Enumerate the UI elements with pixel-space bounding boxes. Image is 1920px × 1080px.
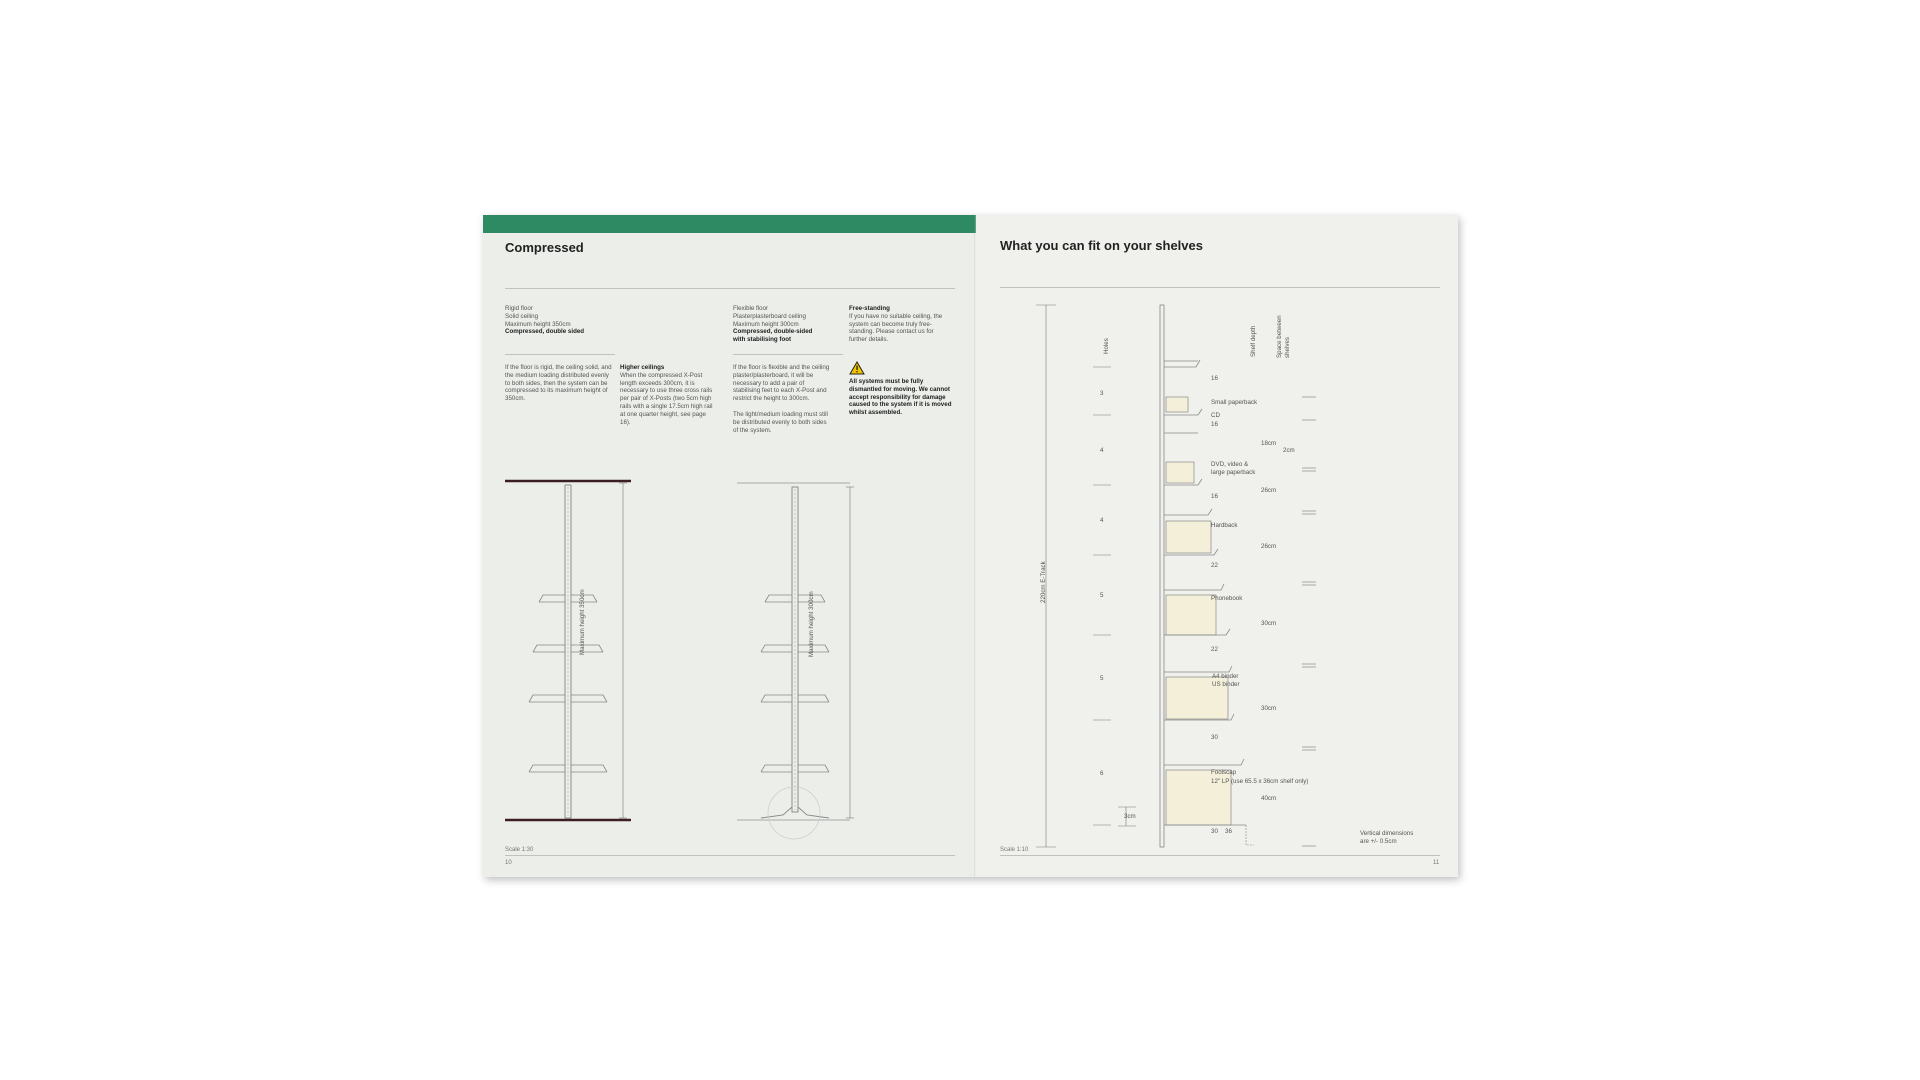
track-label: 220cm E-Track <box>1040 561 1047 603</box>
holes-value: 4 <box>1100 517 1104 524</box>
space-label: 26cm <box>1261 487 1277 494</box>
bottom-depth-label: 30 <box>1211 828 1218 835</box>
brochure-spread <box>483 215 1458 877</box>
item-label: Phonebook <box>1211 595 1243 602</box>
free-standing-body: If you have no suitable ceiling, the system can become truly free-standing. Please contact us for further details. <box>849 312 943 344</box>
bottom-gap-label: 3cm <box>1124 813 1136 820</box>
space-label: 40cm <box>1261 795 1277 802</box>
item-label: 16 <box>1211 493 1218 500</box>
space-label: 26cm <box>1261 543 1277 550</box>
free-standing-heading: Free-standing <box>849 305 890 312</box>
higher-ceilings-heading: Higher ceilings <box>620 364 665 371</box>
scale-label: Scale 1:30 <box>505 847 534 853</box>
spec-line: Flexible floor <box>733 305 769 312</box>
item-label: 16 <box>1211 375 1218 382</box>
e-track <box>1160 305 1164 847</box>
holes-value: 6 <box>1100 770 1104 777</box>
item-label: 22 <box>1211 562 1218 569</box>
item-label: DVD, video & large paperback <box>1211 461 1256 476</box>
item-label: A4 binder <box>1212 673 1239 680</box>
holes-value: 5 <box>1100 592 1104 599</box>
dimension-label-350: Maximum height 350cm <box>579 589 586 655</box>
holes-header: Holes <box>1103 338 1110 354</box>
warning-text: All systems must be fully dismantled for moving. We cannot accept responsibility for damage caused to the system if it is moved whilst assembled. <box>849 378 952 417</box>
page-number: 10 <box>505 860 512 866</box>
scale-label: Scale 1:10 <box>1000 847 1029 853</box>
space-label: 30cm <box>1261 620 1277 627</box>
left-page <box>483 215 976 877</box>
holes-value: 4 <box>1100 447 1104 454</box>
item-label: CD <box>1211 412 1220 419</box>
page-title: What you can fit on your shelves <box>1000 238 1203 253</box>
compressed-drawings <box>483 215 976 877</box>
shelf-depth-header: Shelf depth <box>1250 325 1257 357</box>
body-text-rigid: If the floor is rigid, the ceiling solid, and the medium loading distributed evenly to both sides, then the system can be compressed to its maximum height of 350cm. <box>505 364 612 403</box>
page-number: 11 <box>1433 860 1440 866</box>
item-label: 30 <box>1211 734 1218 741</box>
item-label: Hardback <box>1211 522 1238 529</box>
holes-value: 3 <box>1100 390 1104 397</box>
flexible-body-1: If the floor is flexible and the ceiling plaster/plasterboard, it will be necessary to add a pair of stabilising feet to each X-Post and restrict the height to 300cm. <box>733 364 830 403</box>
vertical-dimensions-note: Vertical dimensions are +/- 0.5cm <box>1360 830 1414 845</box>
spec-line: Rigid floor <box>505 305 533 312</box>
spec-line-bold: Compressed, double sided <box>505 328 585 336</box>
item-label: 16 <box>1211 421 1218 428</box>
item-label: 22 <box>1211 646 1218 653</box>
item-label: Small paperback <box>1211 399 1258 406</box>
holes-value: 5 <box>1100 675 1104 682</box>
flexible-body-2: The light/medium loading must still be distributed evenly to both sides of the system. <box>733 410 828 434</box>
bottom-depth-label: 36 <box>1225 828 1232 835</box>
shelves <box>1164 360 1246 825</box>
stabilising-foot <box>761 807 829 818</box>
item-label: Foolscap <box>1211 769 1237 776</box>
space-between-header: Space between shelves <box>1276 315 1291 358</box>
spec-line-bold: Compressed, double-sided with stabilising foot <box>733 328 813 344</box>
spec-line: Maximum height 300cm <box>733 320 799 328</box>
item-label: 12" LP (use 65.5 x 36cm shelf only) <box>1211 778 1309 785</box>
space-label: 30cm <box>1261 705 1277 712</box>
dimension-label-300: Maximum height 300cm <box>808 591 815 657</box>
space-label: 2cm <box>1283 447 1295 454</box>
spec-line: Maximum height 350cm <box>505 320 571 328</box>
higher-ceilings-body: When the compressed X-Post length exceeds 300cm, it is necessary to use three cross rails per pair of X-Posts (two 5cm high rails with a single 17.5cm high rail at one quarter height, see page 16). <box>620 371 713 426</box>
spec-line: Plasterplasterboard ceiling <box>733 312 806 320</box>
right-page <box>976 215 1458 877</box>
footer-rule <box>1000 855 1440 856</box>
space-label: 18cm <box>1261 440 1277 447</box>
spec-line: Solid ceiling <box>505 312 539 320</box>
detail-circle <box>768 787 820 839</box>
item-label: US binder <box>1212 681 1240 688</box>
footer-rule <box>505 855 955 856</box>
page-title: Compressed <box>505 240 584 255</box>
